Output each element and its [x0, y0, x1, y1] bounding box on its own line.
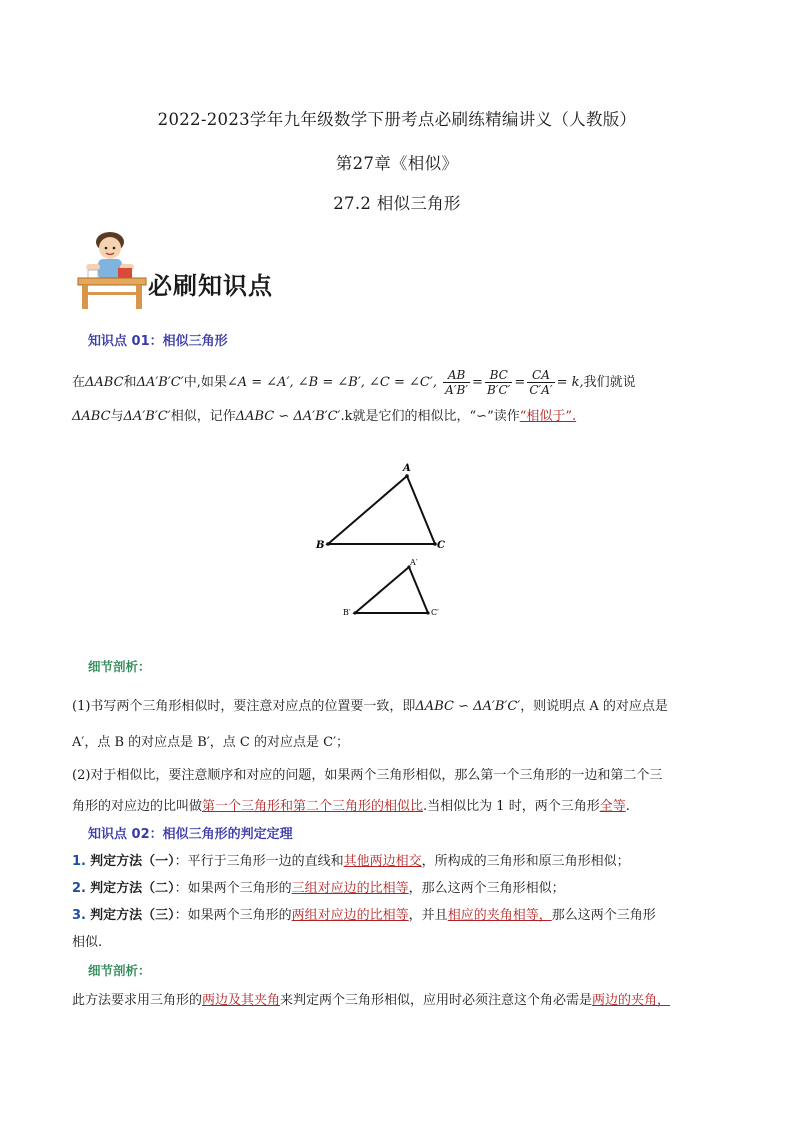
method-number: 3.	[72, 908, 86, 923]
label-C-prime: C′	[431, 608, 439, 617]
method-2	[72, 879, 565, 899]
method-text: ，并且	[408, 908, 448, 923]
method-text: ，所构成的三角形和原三角形相似；	[421, 854, 630, 869]
method-label: 判定方法（三）	[90, 908, 175, 923]
label-B-prime: B′	[343, 608, 351, 617]
similar-triangles-diagram	[300, 455, 460, 625]
method-number: 1.	[72, 854, 86, 869]
method-text: 那么这两个三角形	[551, 908, 656, 923]
detail1-text: 角形的对应边的比叫做	[72, 799, 203, 814]
kp1-similarity-notation: ΔABC ∽ ΔA′B′C′	[235, 409, 341, 424]
detail2-text: 此方法要求用三角形的	[72, 993, 203, 1008]
detail1-p2-line2	[72, 797, 630, 817]
kp1-heading: 知识点 01：相似三角形	[88, 334, 228, 349]
fraction-ab: $\frac{AB}{A'B'}$	[445, 368, 469, 397]
detail1-text: .	[625, 799, 630, 814]
detail1-math: ΔABC ∽ ΔA′B′C′	[415, 699, 521, 714]
banner-label: 必刷知识点	[148, 271, 273, 300]
detail2-key-phrase: 两边的夹角，	[592, 993, 671, 1008]
kp1-math: ΔA′B′C′	[123, 409, 171, 424]
small-triangle	[343, 558, 439, 617]
kp1-line2	[72, 407, 576, 427]
detail1-text: .当相似比为 1 时，两个三角形	[423, 799, 600, 814]
method-label: 判定方法（二）	[90, 881, 175, 896]
method-label: 判定方法（一）	[90, 854, 175, 869]
section-title: 27.2 相似三角形	[333, 194, 461, 213]
method-3	[72, 906, 656, 926]
method-1	[72, 852, 630, 872]
detail1-p2-line1: (2)对于相似比，要注意顺序和对应的问题，如果两个三角形相似，那么第一个三角形的一边和第二个三	[72, 768, 663, 783]
method-key-phrase: 两组对应边的比相等	[291, 908, 409, 923]
kp1-text: .k就是它们的相似比，“∽”读作	[340, 409, 520, 424]
kp1-line1: 在ΔABC和ΔA′B′C′中,如果∠A = ∠A′, ∠B = ∠B′, ∠C = ∠C′, $\frac{AB}{A'B'}$ = $\frac{BC}{B'C'}$ = $\frac{CA}{C'A'}$ = k,我们就说	[72, 368, 636, 397]
method-text: ，那么这两个三角形相似；	[408, 881, 565, 896]
detail1-p1-line2: A′，点 B 的对应点是 B′，点 C 的对应点是 C′；	[72, 735, 350, 750]
detail1-heading: 细节剖析：	[88, 659, 151, 674]
label-C: C	[437, 540, 445, 551]
chapter-title: 第27章《相似》	[335, 154, 459, 173]
method-text: ：如果两个三角形的	[174, 908, 292, 923]
similarity-ratio-definition: 第一个三角形和第二个三角形的相似比	[202, 799, 424, 814]
kp1-math: ΔABC	[85, 375, 124, 390]
detail2-line1	[72, 991, 670, 1011]
kp1-text: 相似，记作	[170, 409, 236, 424]
kp1-text: 中,如果	[183, 375, 227, 390]
label-A: A	[403, 463, 411, 474]
congruent-term: 全等	[599, 799, 626, 814]
label-B: B	[316, 540, 325, 551]
detail1-text: (1)书写两个三角形相似时，要注意对应点的位置要一致，即	[72, 699, 416, 714]
method-key-phrase: 相应的夹角相等，	[447, 908, 552, 923]
label-A-prime: A′	[410, 558, 418, 567]
detail2-key-phrase: 两边及其夹角	[202, 993, 281, 1008]
detail2-heading: 细节剖析：	[88, 963, 151, 978]
kp1-text: 在	[72, 375, 86, 390]
method-key-phrase: 其他两边相交	[343, 854, 422, 869]
fraction-ca: $\frac{CA}{C'A'}$	[529, 368, 553, 397]
kp1-eq-k: = k,	[556, 375, 584, 390]
student-at-desk-icon	[72, 228, 152, 312]
kp1-text: 和	[123, 375, 137, 390]
method-3-continued: 相似.	[72, 935, 103, 950]
kp1-math: ΔA′B′C′	[136, 375, 184, 390]
kp1-angle-equalities: ∠A = ∠A′, ∠B = ∠B′, ∠C = ∠C′,	[226, 375, 437, 390]
big-triangle	[315, 463, 445, 551]
detail2-text: 来判定两个三角形相似，应用时必须注意这个角必需是	[280, 993, 593, 1008]
method-text: ：如果两个三角形的	[174, 881, 292, 896]
document-title: 2022-2023学年九年级数学下册考点必刷练精编讲义（人教版）	[157, 110, 637, 129]
kp1-math: ΔABC	[72, 409, 111, 424]
fraction-bc: $\frac{BC}{B'C'}$	[486, 368, 511, 397]
method-number: 2.	[72, 881, 86, 896]
kp2-heading: 知识点 02：相似三角形的判定定理	[88, 827, 293, 842]
kp1-read-as: “相似于”.	[519, 409, 577, 424]
kp1-text: 与	[110, 409, 124, 424]
method-text: ：平行于三角形一边的直线和	[174, 854, 344, 869]
detail1-p1-line1	[72, 697, 668, 717]
detail1-text: ，则说明点 A 的对应点是	[520, 699, 668, 714]
method-key-phrase: 三组对应边的比相等	[291, 881, 409, 896]
kp1-text: 我们就说	[583, 375, 636, 390]
